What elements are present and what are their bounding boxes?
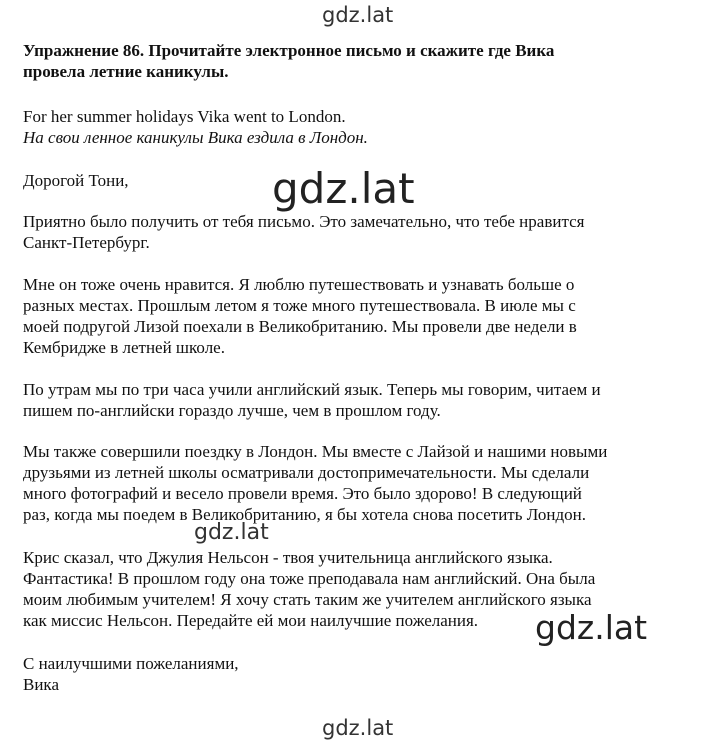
paragraph-line: Санкт-Петербург. [23, 233, 150, 252]
paragraph-line: разных местах. Прошлым летом я тоже много путешествовала. В июле мы с [23, 296, 576, 315]
paragraph-line: Кембридже в летней школе. [23, 338, 225, 357]
paragraph-line: раз, когда мы поедем в Великобританию, я бы хотела снова посетить Лондон. [23, 505, 586, 524]
watermark: gdz.lat [322, 3, 394, 27]
paragraph-line: Мне он тоже очень нравится. Я люблю путешествовать и узнавать больше о [23, 275, 575, 294]
paragraph-line: много фотографий и весело провели время. Это было здорово! В следующий [23, 484, 582, 503]
answer-russian [23, 127, 695, 148]
exercise-title-line: провела летние каникулы. [23, 62, 229, 81]
paragraph-line: Фантастика! В прошлом году она тоже преподавала нам английский. Она была [23, 569, 596, 588]
paragraph-line: как миссис Нельсон. Передайте ей мои наилучшие пожелания. [23, 611, 479, 630]
greeting-text: Дорогой Тони, [23, 171, 129, 190]
letter-paragraph-1 [23, 211, 695, 253]
watermark: gdz.lat [272, 164, 415, 213]
letter-signoff [23, 653, 695, 695]
paragraph-line: По утрам мы по три часа учили английский язык. Теперь мы говорим, читаем и [23, 380, 601, 399]
paragraph-line: пишем по-английски гораздо лучше, чем в прошлом году. [23, 401, 441, 420]
answer-english-text: For her summer holidays Vika went to London. [23, 107, 346, 126]
paragraph-line: моим любимым учителем! Я хочу стать таким же учителем английского языка [23, 590, 592, 609]
paragraph-line: моей подругой Лизой поехали в Великобританию. Мы провели две недели в [23, 317, 577, 336]
letter-paragraph-4 [23, 441, 695, 525]
answer-russian-text: На свои ленное каникулы Вика ездила в Лондон. [23, 128, 368, 147]
letter-paragraph-2 [23, 274, 695, 358]
exercise-title-line: Упражнение 86. Прочитайте электронное письмо и скажите где Вика [23, 41, 555, 60]
watermark: gdz.lat [322, 716, 394, 740]
paragraph-line: Крис сказал, что Джулия Нельсон - твоя учительница английского языка. [23, 548, 553, 567]
paragraph-line: Мы также совершили поездку в Лондон. Мы вместе с Лайзой и нашими новыми [23, 442, 608, 461]
exercise-title [23, 40, 695, 82]
answer-english [23, 106, 695, 127]
watermark: gdz.lat [194, 520, 269, 545]
watermark: gdz.lat [535, 608, 648, 647]
closing-text: С наилучшими пожеланиями, [23, 654, 239, 673]
paragraph-line: Приятно было получить от тебя письмо. Это замечательно, что тебе нравится [23, 212, 585, 231]
paragraph-line: друзьями из летней школы осматривали достопримечательности. Мы сделали [23, 463, 590, 482]
signature-text: Вика [23, 675, 59, 694]
letter-paragraph-3 [23, 379, 695, 421]
